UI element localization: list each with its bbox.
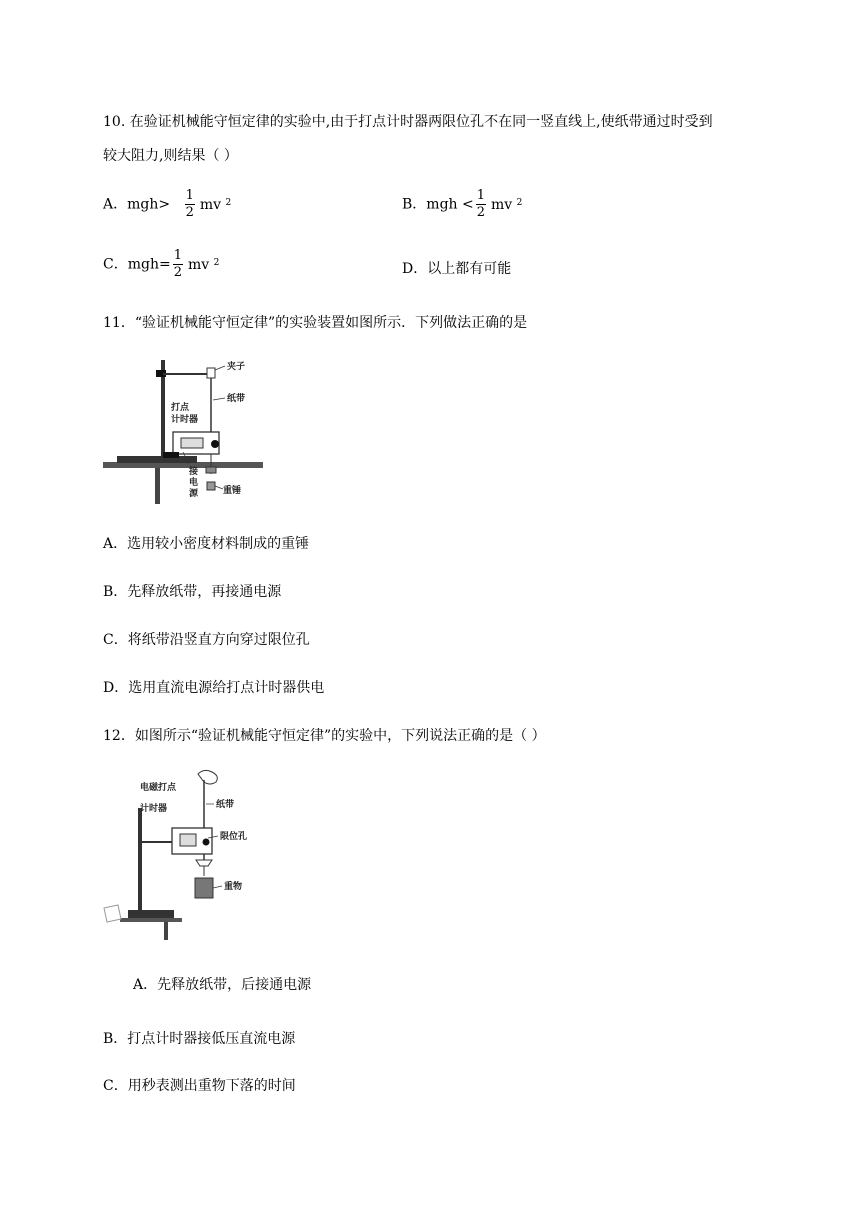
q10-option-c-prefix: C．mgh= [103, 256, 171, 273]
label-timer-1: 电磁打点 [140, 783, 177, 793]
q11-stem: 11．“验证机械能守恒定律”的实验装置如图所示．下列做法正确的是 [103, 315, 528, 331]
table-leg [155, 468, 160, 504]
fraction-numerator: 1 [476, 188, 486, 203]
q12-option-c[interactable]: C．用秒表测出重物下落的时间 [103, 1078, 296, 1094]
clip [207, 368, 215, 378]
label-tape: 纸带 [227, 394, 246, 404]
timer-knob [203, 839, 210, 846]
q10-stem-line2: 较大阻力,则结果（ ） [103, 148, 238, 164]
label-power-2: 电 [189, 478, 199, 488]
exponent: 2 [213, 257, 220, 268]
table-leg [164, 922, 168, 940]
weight-clip [196, 860, 212, 866]
timer-clamp [163, 452, 179, 458]
label-power-3: 源 [189, 489, 199, 499]
stand-rod [138, 808, 142, 912]
fraction [185, 188, 195, 221]
weight [195, 878, 213, 898]
q10-option-b-tail: mv [491, 196, 513, 213]
fraction-numerator: 1 [173, 248, 182, 263]
table-top [120, 918, 182, 922]
label-tape: 纸带 [216, 800, 235, 810]
q11-option-d[interactable]: D．选用直流电源给打点计时器供电 [103, 680, 325, 696]
q10-option-a-tail: mv [199, 196, 222, 213]
q10-stem-line1: 10. 在验证机械能守恒定律的实验中,由于打点计时器两限位孔不在同一竖直线上,使纸带通过时受到 [103, 114, 713, 130]
label-clip: 夹子 [227, 362, 246, 372]
q10-option-d[interactable]: D．以上都有可能 [402, 261, 512, 277]
timer-coil [180, 834, 196, 846]
label-power-1: 接 [189, 467, 199, 477]
label-timer-2: 计时器 [171, 415, 199, 425]
stand-base [117, 456, 197, 463]
label-hole: 限位孔 [220, 832, 248, 842]
q12-apparatus-figure [100, 768, 260, 940]
q10-option-a[interactable] [103, 188, 231, 221]
exponent: 2 [516, 197, 523, 208]
paper-corner [104, 905, 121, 922]
q12-option-b[interactable]: B．打点计时器接低压直流电源 [103, 1031, 296, 1047]
q12-stem: 12．如图所示“验证机械能守恒定律”的实验中，下列说法正确的是（ ） [103, 728, 546, 744]
q10-option-a-prefix: A．mgh> [103, 196, 171, 213]
q11-apparatus-figure [103, 352, 263, 504]
fraction-denominator: 2 [476, 205, 486, 220]
hand [198, 770, 217, 784]
weight-holder [206, 467, 216, 473]
weight [207, 482, 215, 490]
fraction-denominator: 2 [173, 265, 182, 280]
label-weight: 重物 [224, 882, 243, 892]
label-weight: 重锤 [223, 486, 242, 496]
q10-option-c-tail: mv [187, 256, 210, 273]
fraction-numerator: 1 [185, 188, 194, 203]
q11-option-b[interactable]: B．先释放纸带，再接通电源 [103, 584, 282, 600]
q11-option-c[interactable]: C．将纸带沿竖直方向穿过限位孔 [103, 632, 310, 648]
q12-option-a[interactable]: A．先释放纸带，后接通电源 [133, 977, 312, 993]
stand-base [128, 910, 174, 918]
label-timer-1: 打点 [171, 403, 190, 413]
q10-option-b-prefix: B．mgh < [402, 196, 474, 213]
q10-option-b[interactable] [402, 188, 522, 221]
timer-coil [181, 438, 203, 448]
label-timer-2: 计时器 [140, 804, 168, 814]
fraction-denominator: 2 [185, 205, 194, 220]
q11-option-a[interactable]: A．选用较小密度材料制成的重锤 [103, 536, 310, 552]
q10-option-c[interactable] [103, 248, 219, 281]
exponent: 2 [225, 197, 232, 208]
timer-knob [211, 440, 219, 448]
fraction [173, 248, 183, 281]
fraction [476, 188, 486, 221]
